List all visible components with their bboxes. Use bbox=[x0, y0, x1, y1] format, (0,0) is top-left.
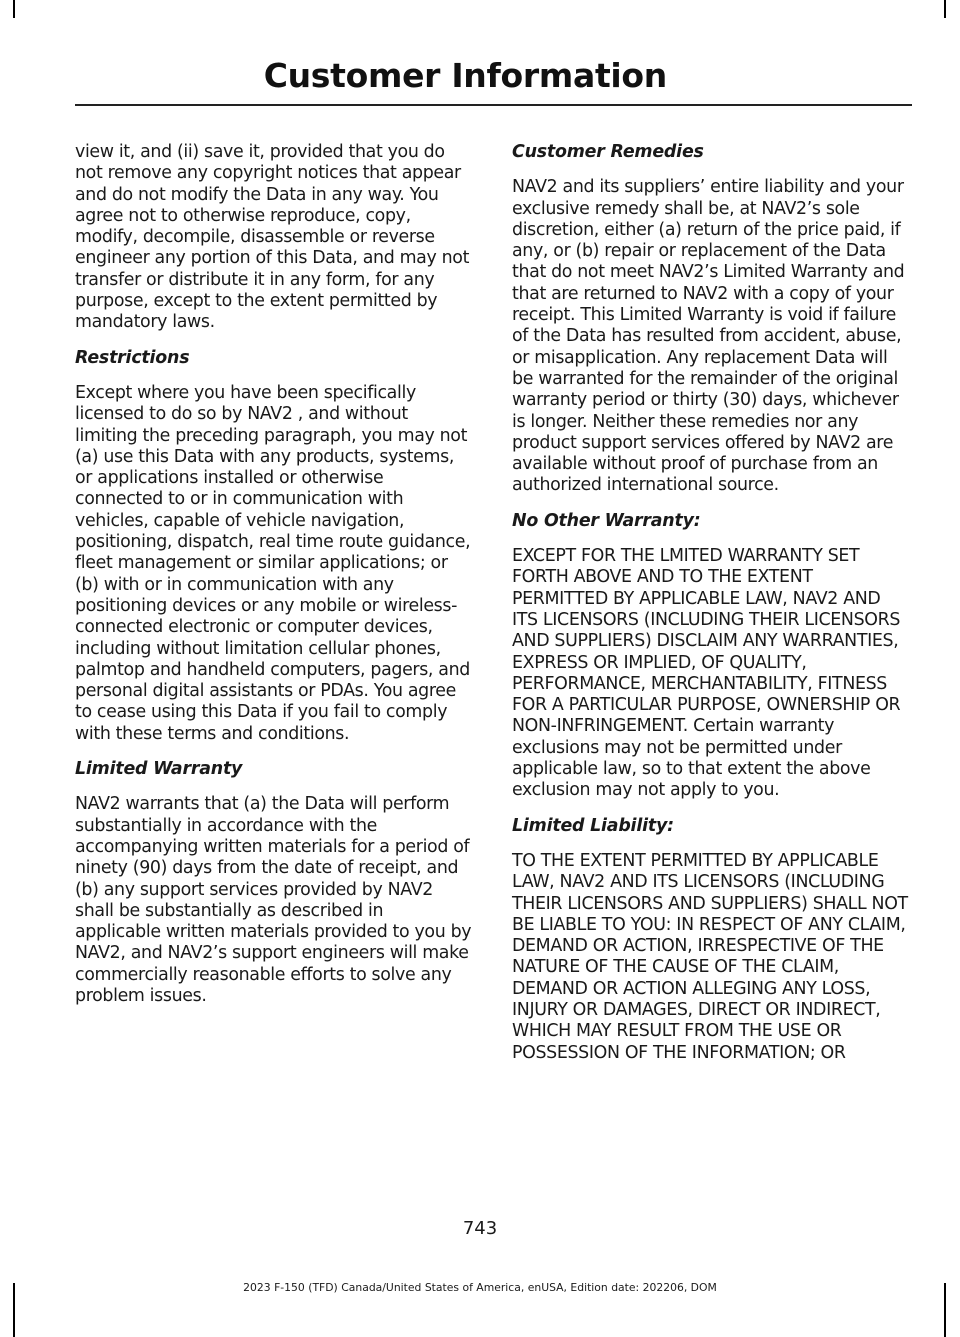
section-heading: Customer Remedies bbox=[512, 142, 704, 162]
body-paragraph: NAV2 warrants that (a) the Data will perform substantially in accordance with the accompanying written materials for a period of ninety (90) days from the date of receipt, and (b) any support services provided by NAV2 shall be substantially as described in applicable written materials provided to you by NAV2, and NAV2’s support engineers will make commercially reasonable efforts to solve any problem issues. bbox=[75, 794, 472, 1006]
section-heading: Limited Liability: bbox=[512, 815, 674, 836]
body-paragraph: NAV2 and its suppliers’ entire liability and your exclusive remedy shall be, at NAV2’s sole discretion, either (a) return of the price paid, if any, or (b) repair or replacement of the Data that do not meet NAV2’s Limited Warranty and that are returned to NAV2 with a copy of your receipt. This Limited Warranty is void if failure of the Data has resulted from accident, abuse, or misapplication. Any replacement Data will be warranted for the remainder of the original warranty period or thirty (30) days, whichever is longer. Neither these remedies nor any product support services offered by NAV2 are available without proof of purchase from an authorized international source. bbox=[512, 177, 905, 496]
body-paragraph: TO THE EXTENT PERMITTED BY APPLICABLE LAW, NAV2 AND ITS LICENSORS (INCLUDING THEIR LICENSORS AND SUPPLIERS) SHALL NOT BE LIABLE TO YOU: IN RESPECT OF ANY CLAIM, DEMAND OR ACTION, IRRESPECTIVE OF THE NATURE OF THE CAUSE OF THE CLAIM, DEMAND OR ACTION ALLEGING ANY LOSS, INJURY OR DAMAGES, DIRECT OR INDIRECT, WHICH MAY RESULT FROM THE USE OR POSSESSION OF THE INFORMATION; OR bbox=[512, 850, 908, 1063]
page-title: Customer Information bbox=[263, 56, 667, 95]
page-number: 743 bbox=[462, 1218, 498, 1239]
section-heading: Restrictions bbox=[75, 347, 190, 368]
edition-footer: 2023 F-150 (TFD) Canada/United States of America, enUSA, Edition date: 202206, DOM bbox=[243, 1281, 717, 1294]
crop-mark-top-left bbox=[13, 0, 15, 18]
body-paragraph: view it, and (ii) save it, provided that you do not remove any copyright notices that appear and do not modify the Data in any way. You agree not to otherwise reproduce, copy, modify, decompile, disassemble or reverse engineer any portion of this Data, and may not transfer or distribute it in any form, for any purpose, except to the extent permitted by mandatory laws. bbox=[75, 142, 470, 333]
header-divider bbox=[75, 104, 912, 106]
body-paragraph: Except where you have been specifically licensed to do so by NAV2 , and without limiting the preceding paragraph, you may not (a) use this Data with any products, systems, or applications installed or otherwise connected to or in communication with vehicles, capable of vehicle navigation, positioning, dispatch, real time route guidance, fleet management or similar applications; or (b) with or in communication with any positioning devices or any mobile or wireless-connected electronic or computer devices, including without limitation cellular phones, palmtop and handheld computers, pagers, and personal digital assistants or PDAs. You agree to cease using this Data if you fail to comply with these terms and conditions. bbox=[75, 382, 471, 744]
crop-mark-top-right bbox=[944, 0, 946, 18]
section-heading: Limited Warranty bbox=[75, 759, 243, 780]
body-paragraph: EXCEPT FOR THE LMITED WARRANTY SET FORTH ABOVE AND TO THE EXTENT PERMITTED BY APPLICABLE LAW, NAV2 AND ITS LICENSORS (INCLUDING THEIR LICENSORS AND SUPPLIERS) DISCLAIM ANY WARRANTIES, EXPRESS OR IMPLIED, OF QUALITY, PERFORMANCE, MERCHANTABILITY, FITNESS FOR A PARTICULAR PURPOSE, OWNERSHIP OR NON-INFRINGEMENT. Certain warranty exclusions may not be permitted under applicable law, so to that extent the above exclusion may not apply to you. bbox=[512, 546, 901, 801]
section-heading: No Other Warranty: bbox=[512, 510, 701, 531]
right-column bbox=[512, 142, 910, 1078]
left-column bbox=[75, 142, 473, 1021]
